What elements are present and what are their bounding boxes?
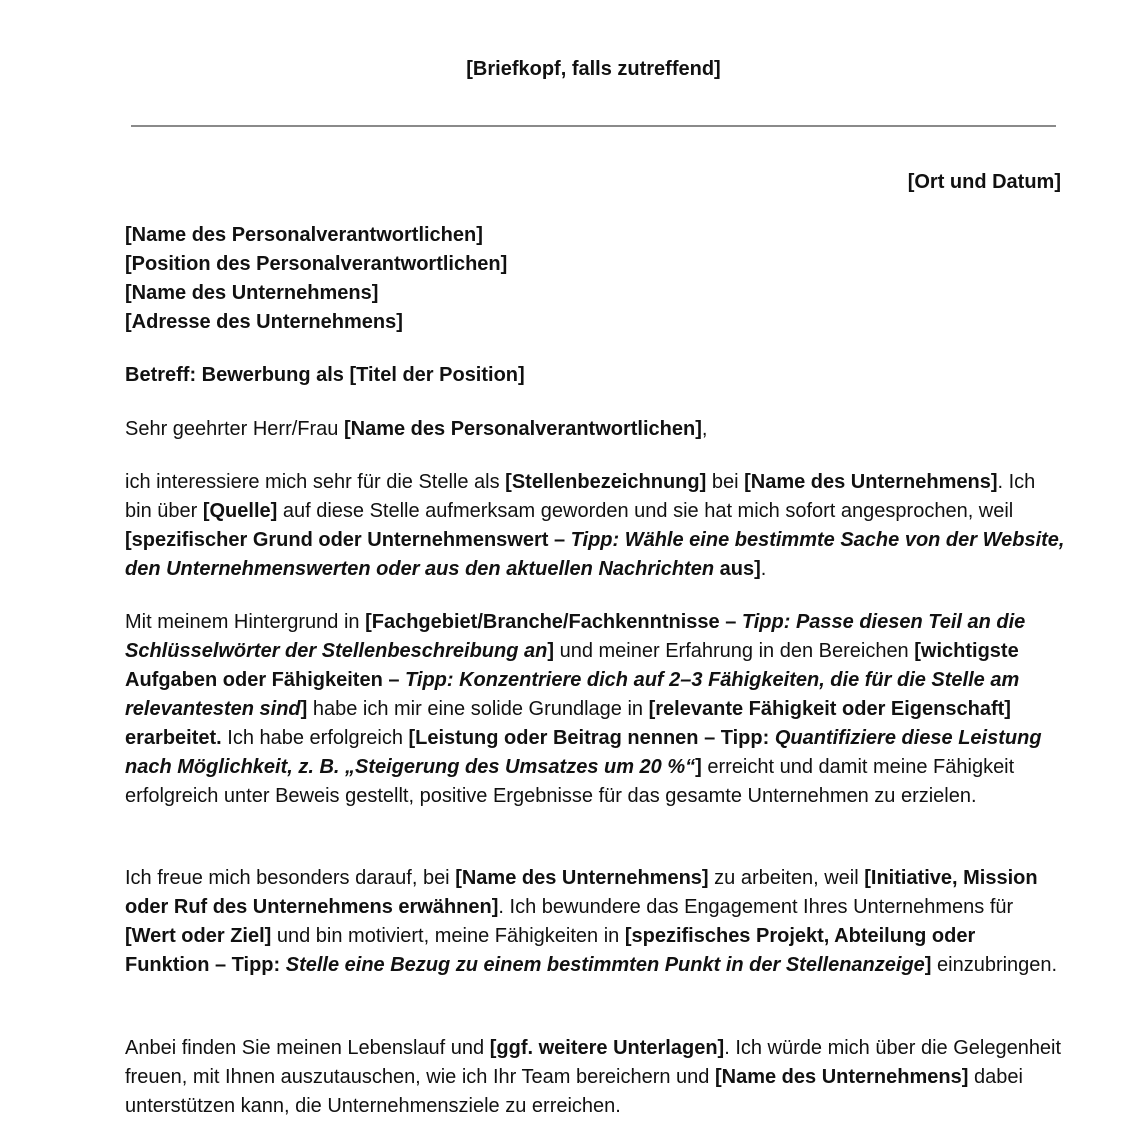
placeholder-documents: [ggf. weitere Unterlagen] <box>489 1037 725 1059</box>
recipient-name: [Name des Personalverantwortlichen] <box>125 224 483 246</box>
salutation <box>125 415 1065 444</box>
text-segment: habe ich mir eine solide Grundlage in <box>307 698 649 720</box>
placeholder-achievement: [Leistung oder Beitrag nennen – Tipp: <box>408 727 775 749</box>
text-segment: . Ich bin über <box>125 471 1036 522</box>
placeholder-ability: [relevante Fähigkeit oder Eigenschaft] erarbeitet. <box>125 698 1011 749</box>
subject-line: Betreff: Bewerbung als [Titel der Position] <box>125 364 525 386</box>
text-segment: bei <box>706 471 745 493</box>
recipient-block <box>125 221 1065 337</box>
recipient-address: [Adresse des Unternehmens] <box>125 311 403 333</box>
tip-text: Tipp: Wähle eine bestimmte Sache von der Website, den Unternehmenswerten oder aus den aktuellen Nachrichten <box>125 529 1065 580</box>
salutation-prefix: Sehr geehrter Herr/Frau <box>125 418 344 440</box>
paragraph-motivation <box>125 864 1065 980</box>
salutation-suffix: , <box>701 418 708 440</box>
text-segment: und meiner Erfahrung in den Bereichen <box>554 640 915 662</box>
text-segment: Ich habe erfolgreich <box>221 727 409 749</box>
text-segment: einzubringen. <box>931 954 1058 976</box>
placeholder-company-name: [Name des Unternehmens] <box>455 867 709 889</box>
text-segment: auf diese Stelle aufmerksam geworden und sie hat mich sofort angesprochen, weil <box>277 500 1014 522</box>
text-segment: ich interessiere mich sehr für die Stelle als <box>125 471 506 493</box>
text-segment: . Ich würde mich über die Gelegenheit freuen, mit Ihnen auszutauschen, wie ich Ihr Team bereichern und <box>125 1037 1062 1088</box>
text-segment: . <box>760 558 767 580</box>
text-segment: erreicht und damit meine Fähigkeit erfolgreich unter Beweis gestellt, positive Ergebnisse für das gesamte Unternehmen zu erzielen. <box>125 756 1015 807</box>
placeholder-achievement-end: ] <box>695 756 702 778</box>
placeholder-company-name: [Name des Unternehmens] <box>714 1066 969 1088</box>
tip-text: Quantifiziere diese Leistung nach Möglichkeit, z. B. „Steigerung des Umsatzes um 20 %“ <box>125 727 1042 778</box>
placeholder-skills: [wichtigste Aufgaben oder Fähigkeiten – <box>125 640 1019 691</box>
tip-text: Tipp: Passe diesen Teil an die Schlüsselwörter der Stellenbeschreibung an <box>125 611 1026 662</box>
paragraph-background <box>125 608 1065 811</box>
placeholder-initiative: [Initiative, Mission oder Ruf des Unternehmens erwähnen] <box>125 867 1038 918</box>
placeholder-reason: [spezifischer Grund oder Unternehmenswert – <box>125 529 571 551</box>
text-segment: dabei unterstützen kann, die Unternehmensziele zu erreichen. <box>125 1066 1023 1117</box>
placeholder-job-title: [Stellenbezeichnung] <box>505 471 707 493</box>
header-divider <box>131 125 1056 127</box>
text-segment: und bin motiviert, meine Fähigkeiten in <box>271 925 625 947</box>
placeholder-field: [Fachgebiet/Branche/Fachkenntnisse – <box>365 611 742 633</box>
placeholder-project-end: ] <box>924 954 932 976</box>
recipient-position: [Position des Personalverantwortlichen] <box>125 253 508 275</box>
tip-text: Stelle eine Bezug zu einem bestimmten Punkt in der Stellenanzeige <box>285 954 925 976</box>
paragraph-closing <box>125 1034 1065 1121</box>
paragraph-intro <box>125 468 1065 584</box>
text-segment: Mit meinem Hintergrund in <box>125 611 366 633</box>
letterhead: [Briefkopf, falls zutreffend] <box>466 58 721 80</box>
placeholder-value: [Wert oder Ziel] <box>125 925 272 947</box>
text-segment: Ich freue mich besonders darauf, bei <box>125 867 456 889</box>
placeholder-skills-end: ] <box>300 698 308 720</box>
place-date: [Ort und Datum] <box>907 171 1061 193</box>
placeholder-project: [spezifisches Projekt, Abteilung oder Funktion – Tipp: <box>125 925 976 976</box>
salutation-name: [Name des Personalverantwortlichen] <box>343 418 702 440</box>
text-segment: Anbei finden Sie meinen Lebenslauf und <box>125 1037 490 1059</box>
placeholder-source: [Quelle] <box>202 500 278 522</box>
placeholder-company-name: [Name des Unternehmens] <box>744 471 998 493</box>
tip-text: Tipp: Konzentriere dich auf 2–3 Fähigkeiten, die für die Stelle am relevantesten sind <box>125 669 1020 720</box>
placeholder-field-end: ] <box>547 640 555 662</box>
placeholder-reason-end: aus] <box>714 558 761 580</box>
recipient-company: [Name des Unternehmens] <box>125 282 379 304</box>
text-segment: zu arbeiten, weil <box>708 867 865 889</box>
text-segment: . Ich bewundere das Engagement Ihres Unternehmens für <box>498 896 1014 918</box>
